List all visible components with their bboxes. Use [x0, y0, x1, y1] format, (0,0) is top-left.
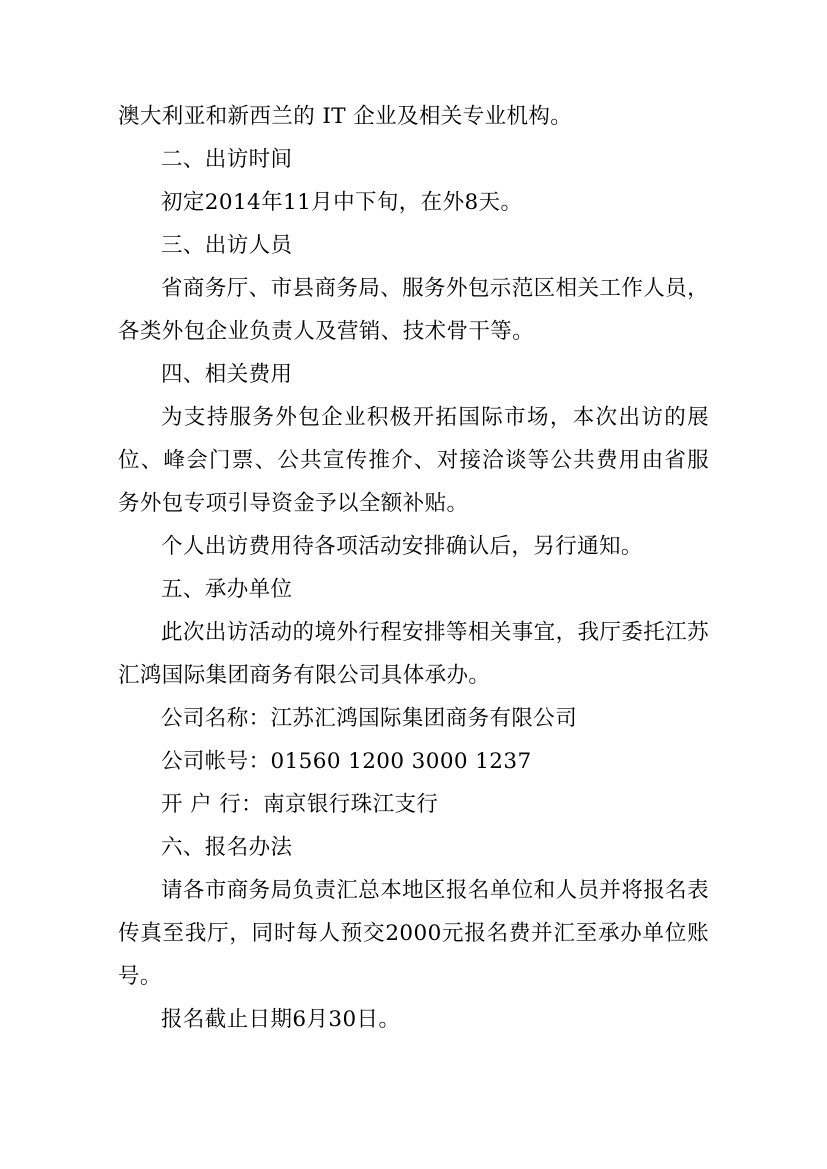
paragraph: 请各市商务局负责汇总本地区报名单位和人员并将报名表传真至我厅，同时每人预交2000元报名费并汇至承办单位账号。 [118, 878, 709, 989]
paragraph: 六、报名办法 [161, 835, 293, 860]
paragraph: 开 户 行：南京银行珠江支行 [161, 792, 439, 817]
document-body [118, 95, 709, 1041]
paragraph: 五、承办单位 [161, 577, 293, 602]
paragraph: 初定2014年11月中下旬，在外8天。 [161, 190, 523, 215]
paragraph: 三、出访人员 [161, 233, 293, 258]
paragraph: 省商务厅、市县商务局、服务外包示范区相关工作人员，各类外包企业负责人及营销、技术骨干等。 [118, 276, 709, 344]
paragraph: 报名截止日期6月30日。 [161, 1007, 401, 1032]
paragraph: 为支持服务外包企业积极开拓国际市场，本次出访的展位、峰会门票、公共宣传推介、对接洽谈等公共费用由省服务外包专项引导资金予以全额补贴。 [118, 405, 709, 516]
paragraph: 此次出访活动的境外行程安排等相关事宜，我厅委托江苏汇鸿国际集团商务有限公司具体承办。 [118, 620, 709, 688]
paragraph: 澳大利亚和新西兰的 IT 企业及相关专业机构。 [118, 104, 573, 129]
paragraph: 个人出访费用待各项活动安排确认后，另行通知。 [161, 534, 643, 559]
paragraph: 公司帐号：01560 1200 3000 1237 [161, 749, 532, 774]
paragraph: 四、相关费用 [161, 362, 293, 387]
paragraph: 二、出访时间 [161, 147, 293, 172]
paragraph: 公司名称：江苏汇鸿国际集团商务有限公司 [161, 706, 578, 731]
